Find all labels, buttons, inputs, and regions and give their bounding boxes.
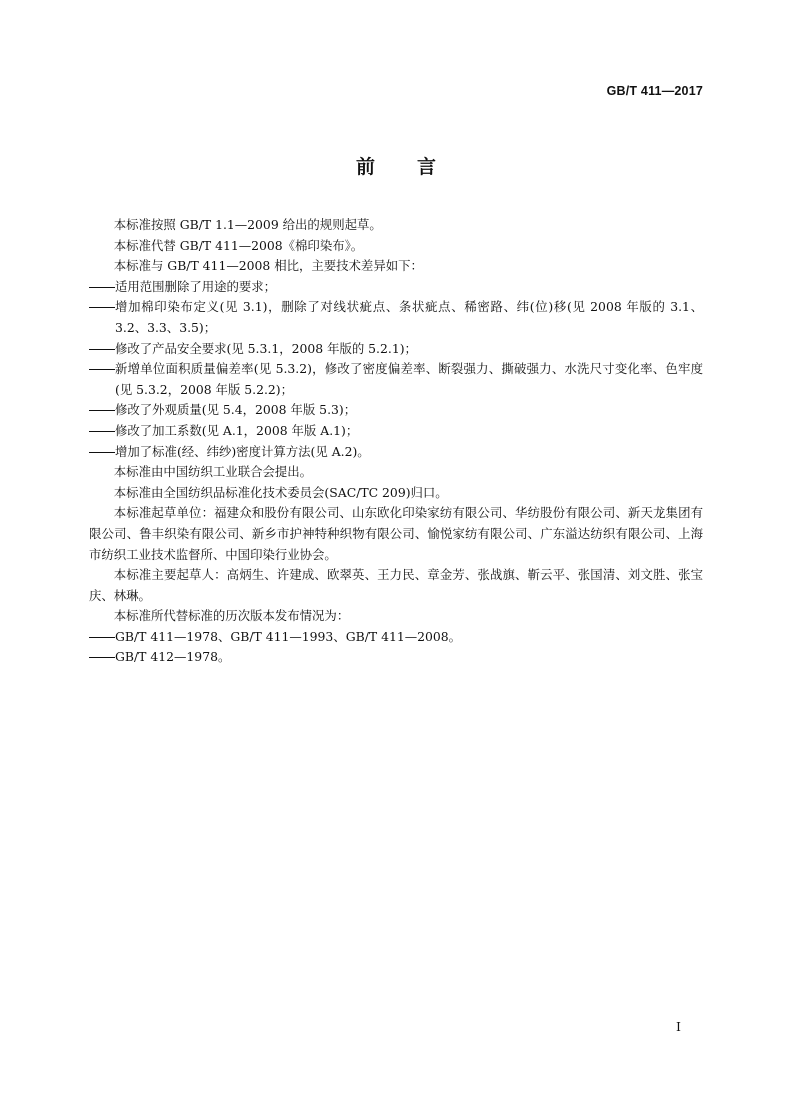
change-item: 适用范围删除了用途的要求； [89, 277, 703, 298]
title-char-2: 言 [417, 156, 437, 178]
paragraph-history-intro: 本标准所代替标准的历次版本发布情况为： [113, 608, 350, 624]
change-item: 修改了产品安全要求(见 5.3.1，2008 年版的 5.2.1)； [89, 339, 703, 360]
change-item: 新增单位面积质量偏差率(见 5.3.2)，修改了密度偏差率、断裂强力、撕破强力、水洗尺寸变化率、色牢度(见 5.3.2，2008 年版 5.2.2)； [89, 359, 703, 400]
dash-mark [89, 647, 115, 668]
paragraph-drafters: 本标准主要起草人：高炳生、许建成、欧翠英、王力民、章金芳、张战旗、靳云平、张国清、刘文胜、张宝庆、林琳。 [89, 567, 703, 603]
dash-mark [89, 359, 115, 400]
dash-mark [89, 277, 115, 298]
paragraph-drafting-units: 本标准起草单位：福建众和股份有限公司、山东欧化印染家纺有限公司、华纺股份有限公司、新天龙集团有限公司、鲁丰织染有限公司、新乡市护神特种织物有限公司、愉悦家纺有限公司、广东溢达纺织有限公司、上海市纺织工业技术监督所、中国印染行业协会。 [89, 505, 703, 562]
page-title [0, 152, 792, 179]
change-item: 修改了外观质量(见 5.4，2008 年版 5.3)； [89, 400, 703, 421]
page-number: I [676, 1019, 681, 1034]
foreword-body [89, 215, 703, 668]
change-item: 增加棉印染布定义(见 3.1)，删除了对线状疵点、条状疵点、稀密路、纬(位)移(见 2008 年版的 3.1、3.2、3.3、3.5)； [89, 297, 703, 338]
dash-mark [89, 339, 115, 360]
dash-mark [89, 627, 115, 648]
standard-code: GB/T 411—2017 [606, 84, 703, 98]
history-item: GB/T 411—1978、GB/T 411—1993、GB/T 411—2008。 [89, 627, 703, 648]
title-char-1: 前 [355, 156, 375, 178]
change-item: 增加了标准(经、纬纱)密度计算方法(见 A.2)。 [89, 442, 703, 463]
change-item: 修改了加工系数(见 A.1，2008 年版 A.1)； [89, 421, 703, 442]
paragraph-differences-intro: 本标准与 GB/T 411—2008 相比，主要技术差异如下： [113, 258, 423, 274]
dash-mark [89, 421, 115, 442]
history-item: GB/T 412—1978。 [89, 647, 703, 668]
paragraph-technical-committee: 本标准由全国纺织品标准化技术委员会(SAC/TC 209)归口。 [113, 484, 448, 500]
dash-mark [89, 400, 115, 421]
dash-mark [89, 297, 115, 338]
paragraph-drafting-rules: 本标准按照 GB/T 1.1—2009 给出的规则起草。 [113, 217, 382, 232]
paragraph-replaces: 本标准代替 GB/T 411—2008《棉印染布》。 [113, 237, 364, 253]
dash-mark [89, 442, 115, 463]
paragraph-proposed-by: 本标准由中国纺织工业联合会提出。 [113, 464, 313, 480]
